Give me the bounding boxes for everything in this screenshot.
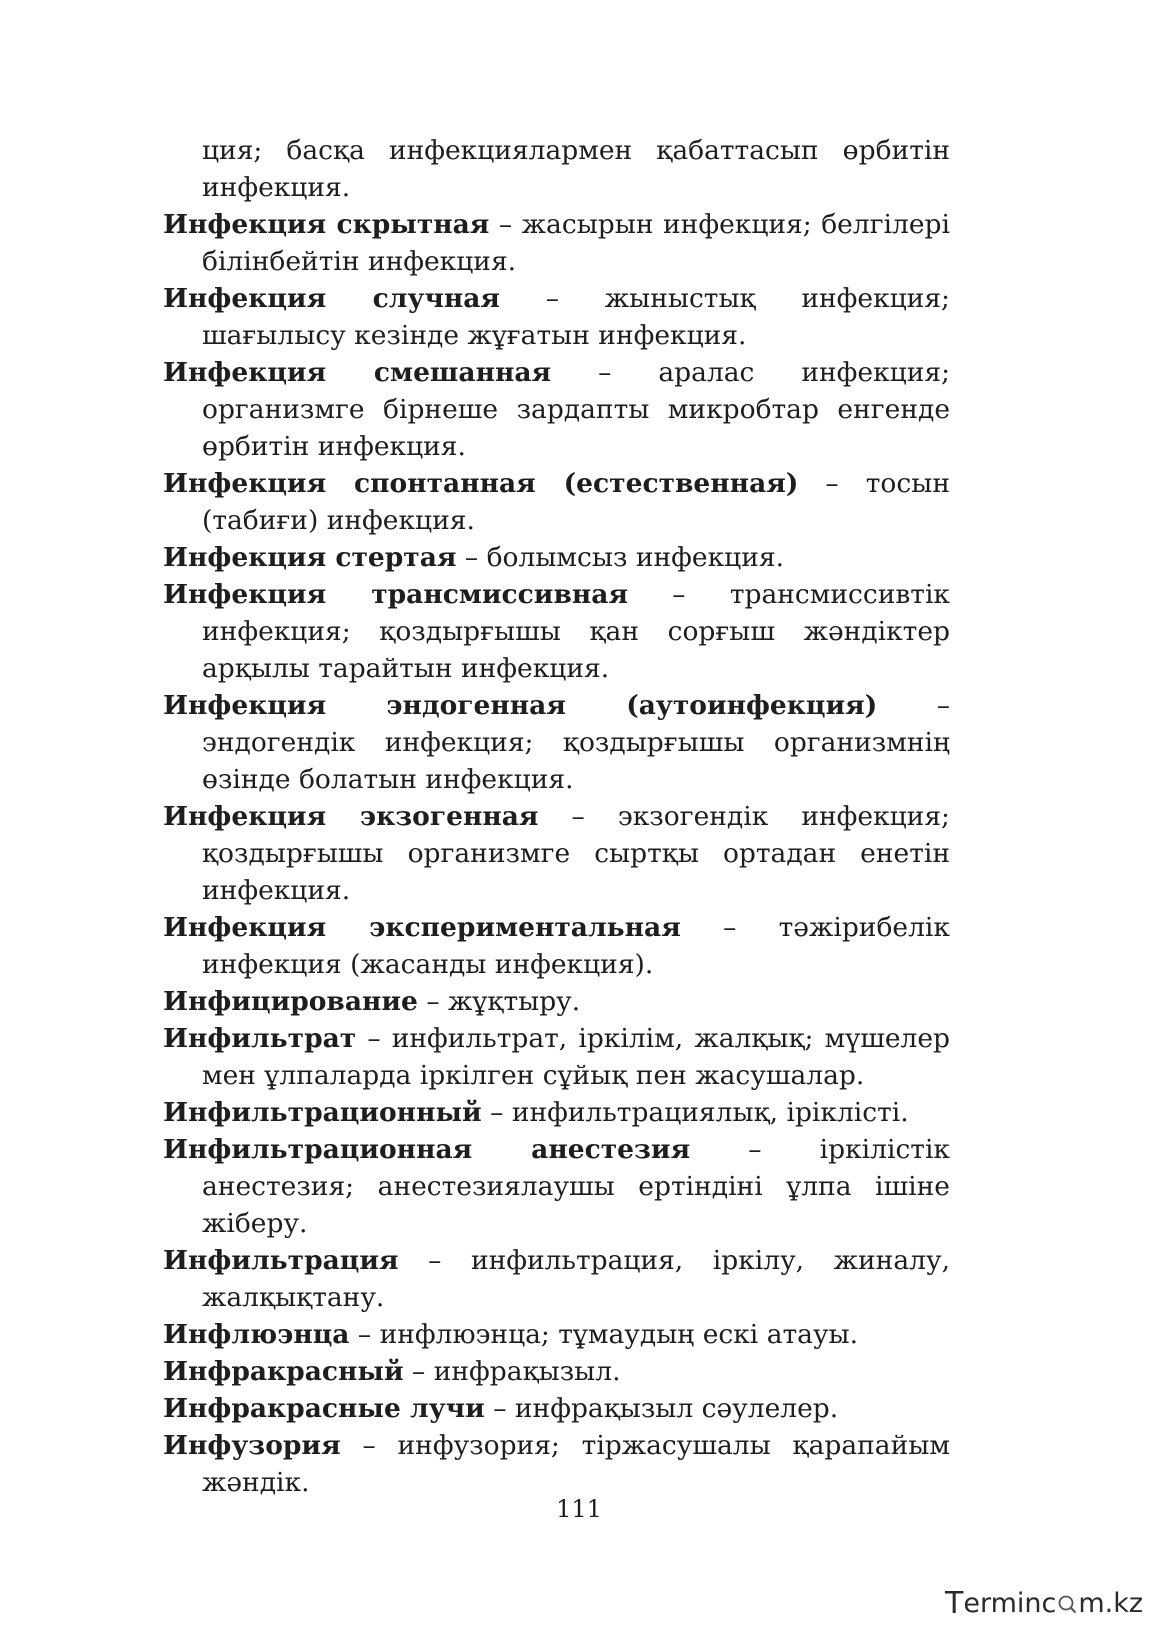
entry-separator: – <box>403 1356 434 1387</box>
termincom-logo <box>945 1586 1143 1621</box>
entry-term: Инфекция экзогенная <box>163 801 539 832</box>
entry-term: Инфекция скрытная <box>163 209 490 240</box>
entry-term: Инфекция спонтанная (естественная) <box>163 468 799 499</box>
entry-term: Инфицирование <box>163 986 418 1017</box>
entry-separator: – <box>551 357 659 388</box>
dictionary-entry <box>163 539 950 576</box>
dictionary-entry <box>163 280 950 354</box>
entry-definition: тәжірибелік инфекция (жасанды инфекция). <box>202 912 950 980</box>
entry-term: Инфекция случная <box>163 283 500 314</box>
entry-definition: эндогендік инфекция; қоздырғышы организмнің өзінде болатын инфекция. <box>202 727 950 795</box>
entry-separator: – <box>484 1393 515 1424</box>
entry-term: Инфильтрация <box>163 1245 399 1276</box>
dictionary-entry <box>163 206 950 280</box>
dictionary-entry <box>163 1353 950 1390</box>
dictionary-entry <box>163 354 950 465</box>
entry-separator: – <box>500 283 605 314</box>
entry-separator: – <box>680 912 779 943</box>
dictionary-entry <box>163 909 950 983</box>
entry-definition: жасырын инфекция; белгілері білінбейтін инфекция. <box>202 209 950 277</box>
entry-term: Инфекция смешанная <box>163 357 552 388</box>
entry-definition: инфрақызыл. <box>433 1356 621 1387</box>
dictionary-entry <box>163 687 950 798</box>
entry-definition: инфильтрат, іркілім, жалқық; мүшелер мен ұлпаларда іркілген сұйық пен жасушалар. <box>202 1023 950 1091</box>
dictionary-entry <box>163 1131 950 1242</box>
entry-separator: – <box>349 1319 380 1350</box>
entry-term: Инфузория <box>163 1430 341 1461</box>
entry-definition: инфильтрация, іркілу, жиналу, жалқықтану. <box>202 1245 950 1313</box>
entry-term: Инфлюэнца <box>163 1319 350 1350</box>
entry-definition: жұқтыру. <box>448 986 581 1017</box>
dictionary-entry <box>163 798 950 909</box>
entry-separator: – <box>417 986 449 1017</box>
entry-term: Инфильтрационная анестезия <box>163 1134 691 1165</box>
dictionary-page <box>163 132 950 1501</box>
entry-term: Инфекция трансмиссивная <box>163 579 629 610</box>
entry-definition: аралас инфекция; организмге бірнеше зардапты микробтар енгенде өрбитін инфекция. <box>202 357 950 462</box>
dictionary-entry <box>163 1020 950 1094</box>
entry-separator: – <box>877 690 950 721</box>
dictionary-entry <box>163 1094 950 1131</box>
dictionary-entry <box>163 576 950 687</box>
entry-term: Инфильтрат <box>163 1023 357 1054</box>
entry-definition: іркілістік анестезия; анестезиялаушы ертіндіні ұлпа ішіне жіберу. <box>202 1134 950 1239</box>
entry-term: Инфильтрационный <box>163 1097 482 1128</box>
entry-separator: – <box>538 801 618 832</box>
entry-definition: трансмиссивтік инфекция; қоздырғышы қан сорғыш жәндіктер арқылы тарайтын инфекция. <box>202 579 950 684</box>
entry-definition: жыныстық инфекция; шағылысу кезінде жұғатын инфекция. <box>202 283 950 351</box>
entry-term: Инфекция экспериментальная <box>163 912 681 943</box>
entry-separator: – <box>456 542 487 573</box>
dictionary-entry <box>163 1390 950 1427</box>
entry-separator: – <box>481 1097 512 1128</box>
entry-definition: ция; басқа инфекциялармен қабаттасып өрбитін инфекция. <box>202 135 950 203</box>
entry-separator: – <box>489 209 522 240</box>
dictionary-entry <box>163 465 950 539</box>
entry-term: Инфракрасные лучи <box>163 1393 485 1424</box>
entry-definition: инфузория; тіржасушалы қарапайым жәндік. <box>202 1430 950 1498</box>
entry-definition: экзогендік инфекция; қоздырғышы организмге сыртқы ортадан енетін инфекция. <box>202 801 950 906</box>
magnifier-icon <box>1057 1594 1077 1614</box>
entry-term: Инфекция эндогенная (аутоинфекция) <box>163 690 878 721</box>
entry-separator: – <box>690 1134 820 1165</box>
logo-text-middle: erminc <box>963 1588 1057 1619</box>
entry-definition: тосын (табиғи) инфекция. <box>202 468 950 536</box>
entry-term: Инфракрасный <box>163 1356 404 1387</box>
dictionary-entry <box>163 1316 950 1353</box>
logo-text-end: m.kz <box>1078 1588 1144 1619</box>
dictionary-entry <box>163 1242 950 1316</box>
logo-letter: T <box>945 1586 964 1621</box>
page-number: 111 <box>556 1495 602 1523</box>
entry-separator: – <box>628 579 730 610</box>
entry-separator: – <box>356 1023 392 1054</box>
entry-separator: – <box>798 468 866 499</box>
entry-definition: инфлюэнца; тұмаудың ескі атауы. <box>379 1319 859 1350</box>
entry-definition: болымсыз инфекция. <box>486 542 785 573</box>
entry-term: Инфекция стертая <box>163 542 457 573</box>
dictionary-entry <box>202 132 950 206</box>
dictionary-entry <box>163 1427 950 1501</box>
entry-separator: – <box>340 1430 398 1461</box>
dictionary-entry <box>163 983 950 1020</box>
entry-separator: – <box>398 1245 471 1276</box>
entry-definition: инфильтрациялық, іріклісті. <box>511 1097 909 1128</box>
entry-definition: инфрақызыл сәулелер. <box>514 1393 839 1424</box>
